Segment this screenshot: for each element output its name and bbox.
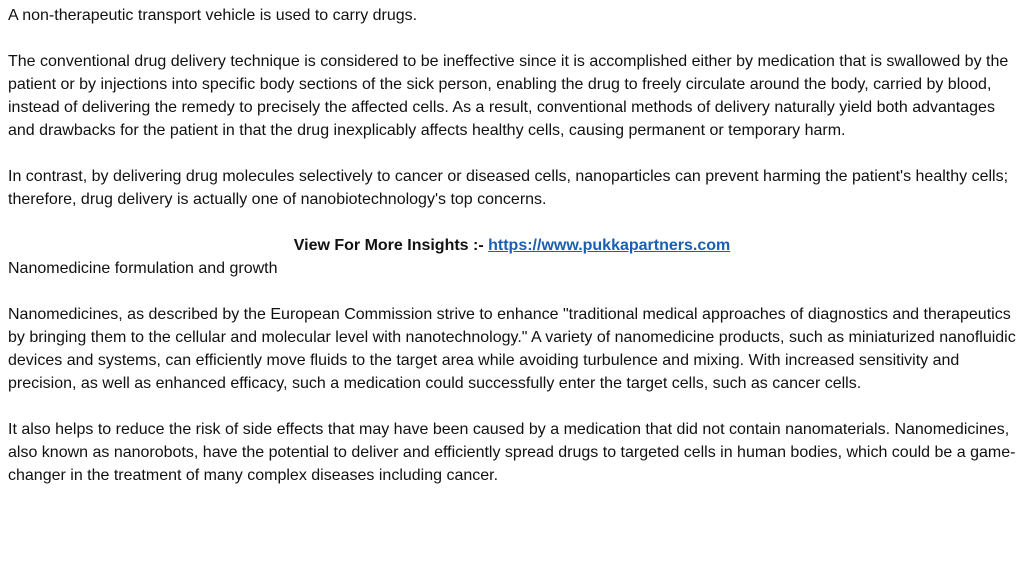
nanoparticles-contrast-paragraph: In contrast, by delivering drug molecules selectively to cancer or diseased cells, nanoparticles can prevent harming the patient's healthy cells; therefore, drug delivery is actually one of nanobiotechnology's top concerns.	[8, 168, 1009, 208]
insights-link[interactable]: https://www.pukkapartners.com	[488, 237, 731, 254]
intro-sentence: A non-therapeutic transport vehicle is used to carry drugs.	[8, 7, 418, 24]
nanomedicine-definition-paragraph: Nanomedicines, as described by the European Commission strive to enhance "traditional medical approaches of diagnostics and therapeutics by bringing them to the cellular and molecular level with nanotechnology." A variety of nanomedicine products, such as miniaturized nanofluidic devices and systems, can efficiently move fluids to the target area while avoiding turbulence and mixing. With increased sensitivity and precision, as well as enhanced efficacy, such a medication could successfully enter the target cells, such as cancer cells.	[8, 306, 1016, 392]
section-heading: Nanomedicine formulation and growth	[8, 260, 278, 277]
conventional-delivery-paragraph: The conventional drug delivery technique is considered to be ineffective since it is accomplished either by medication that is swallowed by the patient or by injections into specific body sections of the sick person, enabling the drug to freely circulate around the body, carried by blood, instead of delivering the remedy to precisely the affected cells. As a result, conventional methods of delivery naturally yield both advantages and drawbacks for the patient in that the drug inexplicably affects healthy cells, causing permanent or temporary harm.	[8, 53, 1009, 139]
insights-label: View For More Insights :-	[293, 237, 489, 254]
side-effects-paragraph: It also helps to reduce the risk of side effects that may have been caused by a medication that did not contain nanomaterials. Nanomedicines, also known as nanorobots, have the potential to deliver and efficiently spread drugs to targeted cells in human bodies, which could be a game-changer in the treatment of many complex diseases including cancer.	[8, 421, 1016, 484]
spacer	[8, 280, 1016, 303]
insights-line	[8, 234, 1016, 257]
